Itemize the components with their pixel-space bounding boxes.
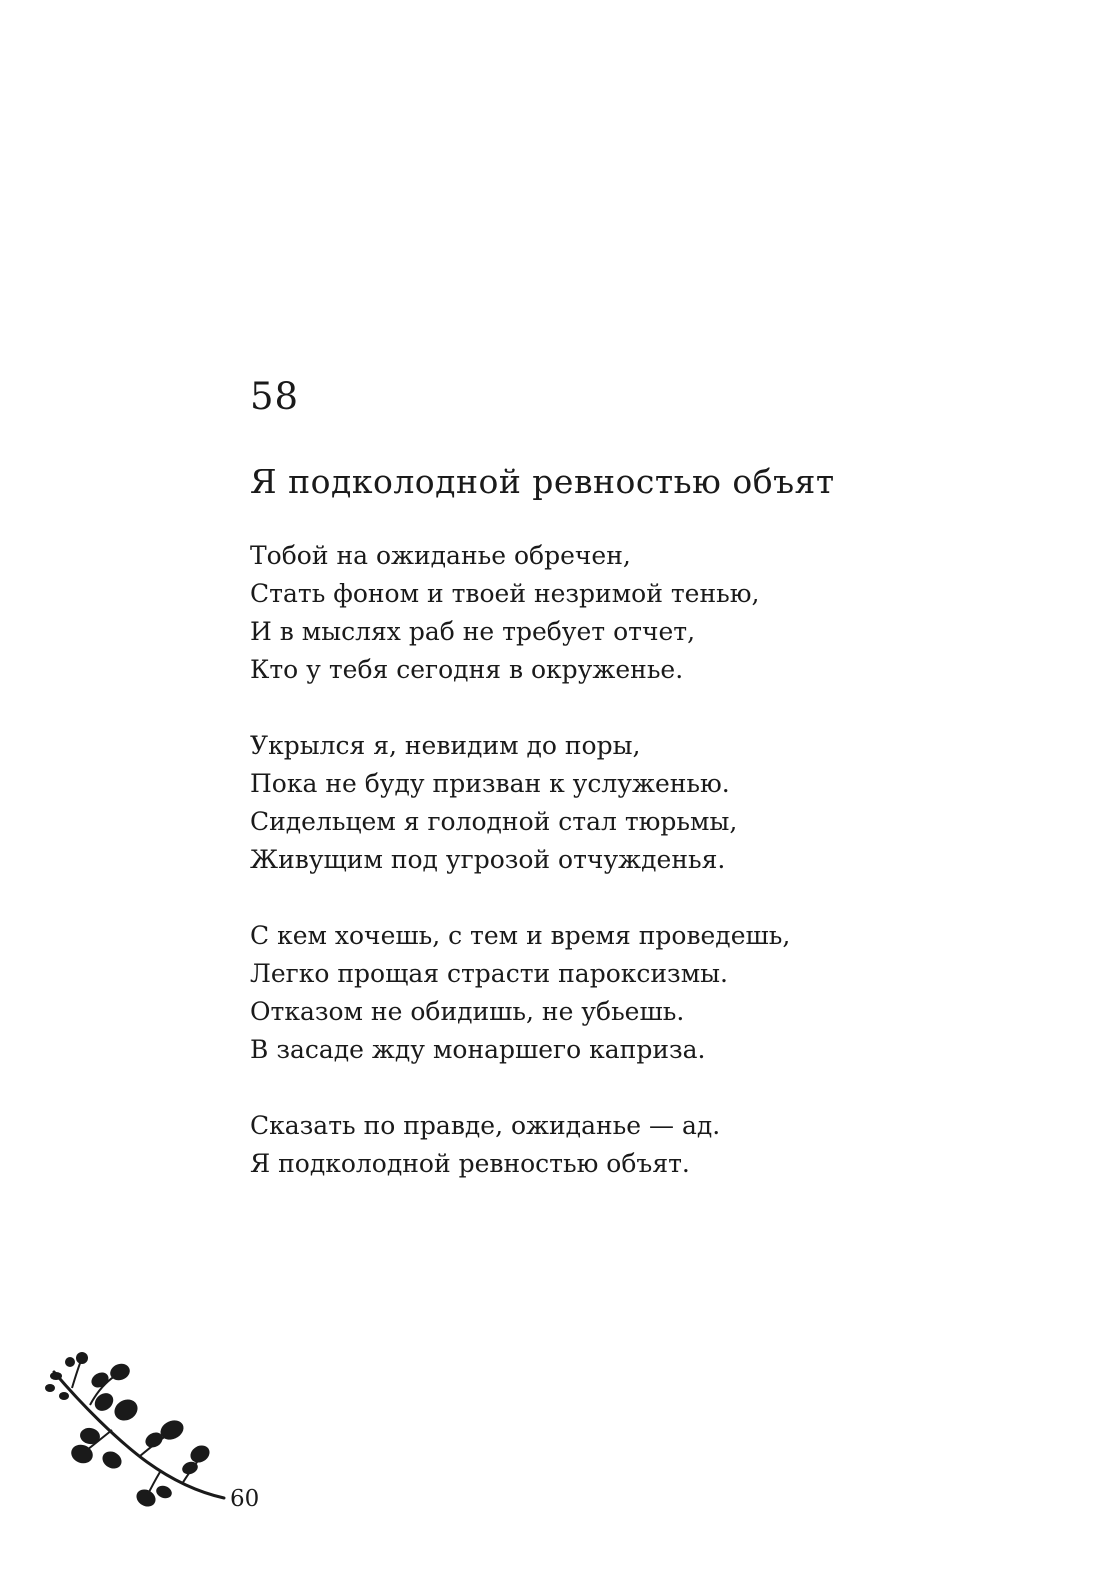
sonnet-number: 58 xyxy=(250,375,300,418)
poem-line: Укрылся я, невидим до поры, xyxy=(250,731,641,760)
poem-line: Стать фоном и твоей незримой тенью, xyxy=(250,579,760,608)
poem-line: И в мыслях раб не требует отчет, xyxy=(250,617,696,646)
poem-line: Пока не буду призван к услуженью. xyxy=(250,769,730,798)
stanza xyxy=(250,917,1010,1069)
poem-line: Тобой на ожиданье обречен, xyxy=(250,541,631,570)
poem-line: Сидельцем я голодной стал тюрьмы, xyxy=(250,807,738,836)
poem-body xyxy=(250,537,1010,1221)
poem-line: Легко прощая страсти пароксизмы. xyxy=(250,959,728,988)
stanza xyxy=(250,727,1010,879)
poem-line: Сказать по правде, ожиданье — ад. xyxy=(250,1111,721,1140)
poem-line: В засаде жду монаршего каприза. xyxy=(250,1035,706,1064)
poem-line: Кто у тебя сегодня в окруженье. xyxy=(250,655,684,684)
stanza xyxy=(250,537,1010,689)
stanza xyxy=(250,1107,1010,1183)
page-number: 60 xyxy=(230,1486,260,1512)
poem-line: Я подколодной ревностью объят. xyxy=(250,1149,690,1178)
poem-line: С кем хочешь, с тем и время проведешь, xyxy=(250,921,791,950)
sonnet-title: Я подколодной ревностью объят xyxy=(250,462,835,501)
leaf-branch-icon xyxy=(42,1350,227,1510)
poem-line: Живущим под угрозой отчужденья. xyxy=(250,845,726,874)
poem-line: Отказом не обидишь, не убьешь. xyxy=(250,997,685,1026)
